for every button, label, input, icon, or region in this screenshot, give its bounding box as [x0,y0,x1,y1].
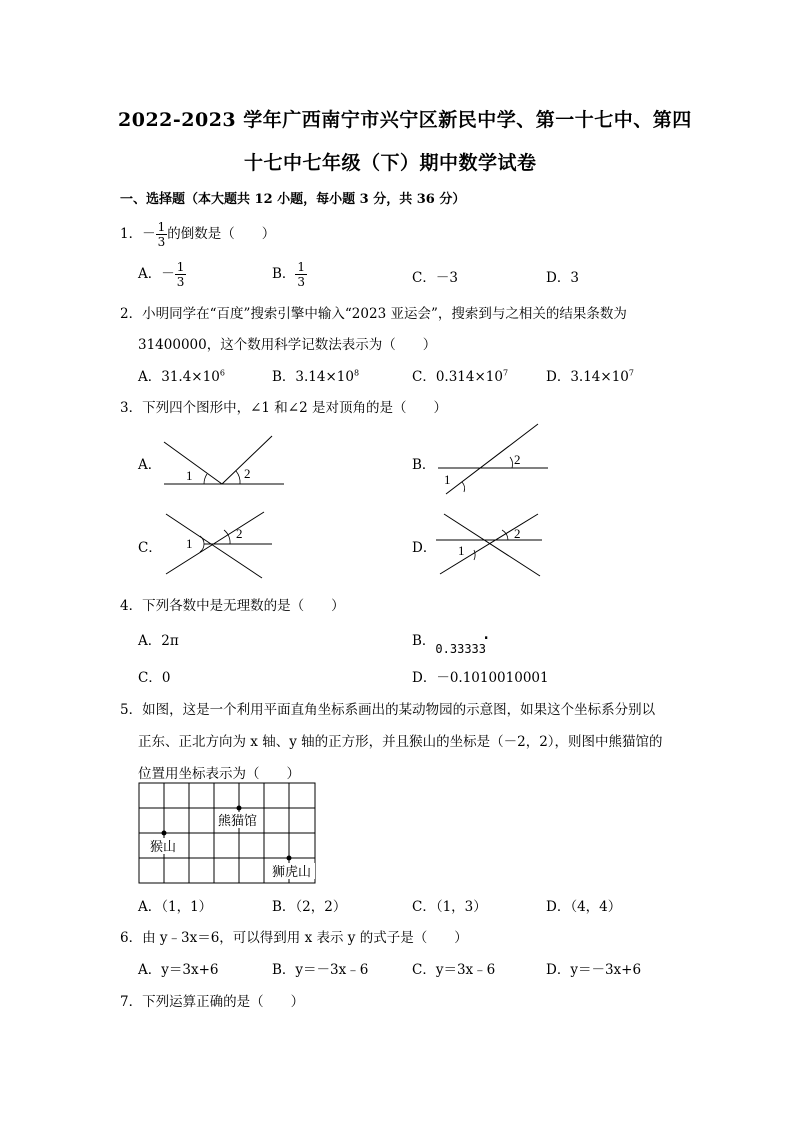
svg-text:1: 1 [186,536,193,551]
q4-option-c[interactable]: C．0 [138,670,171,686]
question-2: 2．小明同学在“百度”搜索引擎中输入“2023 亚运会”，搜索到与之相关的结果条数为 [120,306,627,322]
q3-option-d[interactable]: D． [412,540,437,556]
monkey-label: 猴山 [150,839,177,854]
q6-option-d[interactable]: D．y＝－3x+6 [546,962,642,978]
svg-text:1: 1 [458,543,465,558]
q2-option-d[interactable]: D．$3.14\times 10^7$ [546,368,634,385]
q1-option-c[interactable]: C．－3 [412,270,458,286]
q4-option-a[interactable]: A．2π [138,633,179,649]
lion-label: 狮虎山 [272,864,312,879]
question-3: 3．下列四个图形中，∠1 和∠2 是对顶角的是（ ） [120,400,447,416]
q2-option-c[interactable]: C．$0.314\times 10^7$ [412,368,509,385]
question-4: 4．下列各数中是无理数的是（ ） [120,598,345,614]
fraction: $\frac{1}{3}$ [157,220,166,249]
q6-option-b[interactable]: B．y＝－3x﹣6 [272,962,369,978]
q5-option-b[interactable]: B．（2，2） [272,899,347,915]
panda-point [237,806,242,811]
panda-label: 熊猫馆 [218,813,258,828]
question-5-line3: 位置用坐标表示为（ ） [138,766,300,782]
q3-option-a[interactable]: A． [138,457,162,473]
question-1: 1．－ $\frac{1}{3}$ 的倒数是（ ） [120,220,276,249]
question-7: 7．下列运算正确的是（ ） [120,994,305,1010]
svg-text:1: 1 [444,472,451,487]
svg-text:2: 2 [514,452,521,467]
q3-option-b[interactable]: B． [412,457,436,473]
angle-2-label: 2 [244,466,251,481]
page-title-line1: 2022-2023 学年广西南宁市兴宁区新民中学、第一十七中、第四 [118,109,692,131]
q1-option-a[interactable]: A．－ $\frac{1}{3}$ [138,260,185,289]
angle-1-label: 1 [186,468,193,483]
question-number: 1． [120,226,143,242]
monkey-point [162,831,167,836]
q1-option-d[interactable]: D．3 [546,270,579,286]
q3-figure-d [434,510,544,578]
q4-option-d[interactable]: D．－0.1010010001 [412,670,549,686]
q3-option-c[interactable]: C． [138,540,162,556]
q6-option-c[interactable]: C．y＝3x﹣6 [412,962,496,978]
q4-option-b[interactable]: B．0.33333 · [412,629,486,649]
svg-text:2: 2 [514,526,521,541]
q5-option-d[interactable]: D．（4，4） [546,899,622,915]
page-title-line2: 十七中七年级（下）期中数学试卷 [244,152,537,174]
q5-option-c[interactable]: C．（1，3） [412,899,487,915]
q2-option-a[interactable]: A．$31.4\times 10^6$ [138,368,225,385]
q5-option-a[interactable]: A．（1，1） [138,899,213,915]
q3-figure-a [160,432,288,488]
question-5-line2: 正东、正北方向为 x 轴、y 轴的正方形，并且猴山的坐标是（－2，2），则图中熊猫馆的 [138,734,663,750]
question-2-line2: 31400000，这个数用科学记数法表示为（ ） [138,337,437,353]
svg-text:2: 2 [236,526,243,541]
q2-option-b[interactable]: B．$3.14\times 10^8$ [272,368,360,385]
q3-figure-c [160,508,282,580]
section-heading: 一、选择题（本大题共 12 小题，每小题 3 分，共 36 分） [120,192,466,207]
q1-option-b[interactable]: B． $\frac{1}{3}$ [272,260,306,289]
question-6: 6．由 y﹣3x＝6，可以得到用 x 表示 y 的式子是（ ） [120,930,468,946]
question-5: 5．如图，这是一个利用平面直角坐标系画出的某动物园的示意图，如果这个坐标系分别以 [120,702,656,718]
zoo-grid-figure [137,781,318,887]
q3-figure-b [434,422,552,496]
q6-option-a[interactable]: A．y＝3x+6 [138,962,219,978]
lion-point [287,856,292,861]
